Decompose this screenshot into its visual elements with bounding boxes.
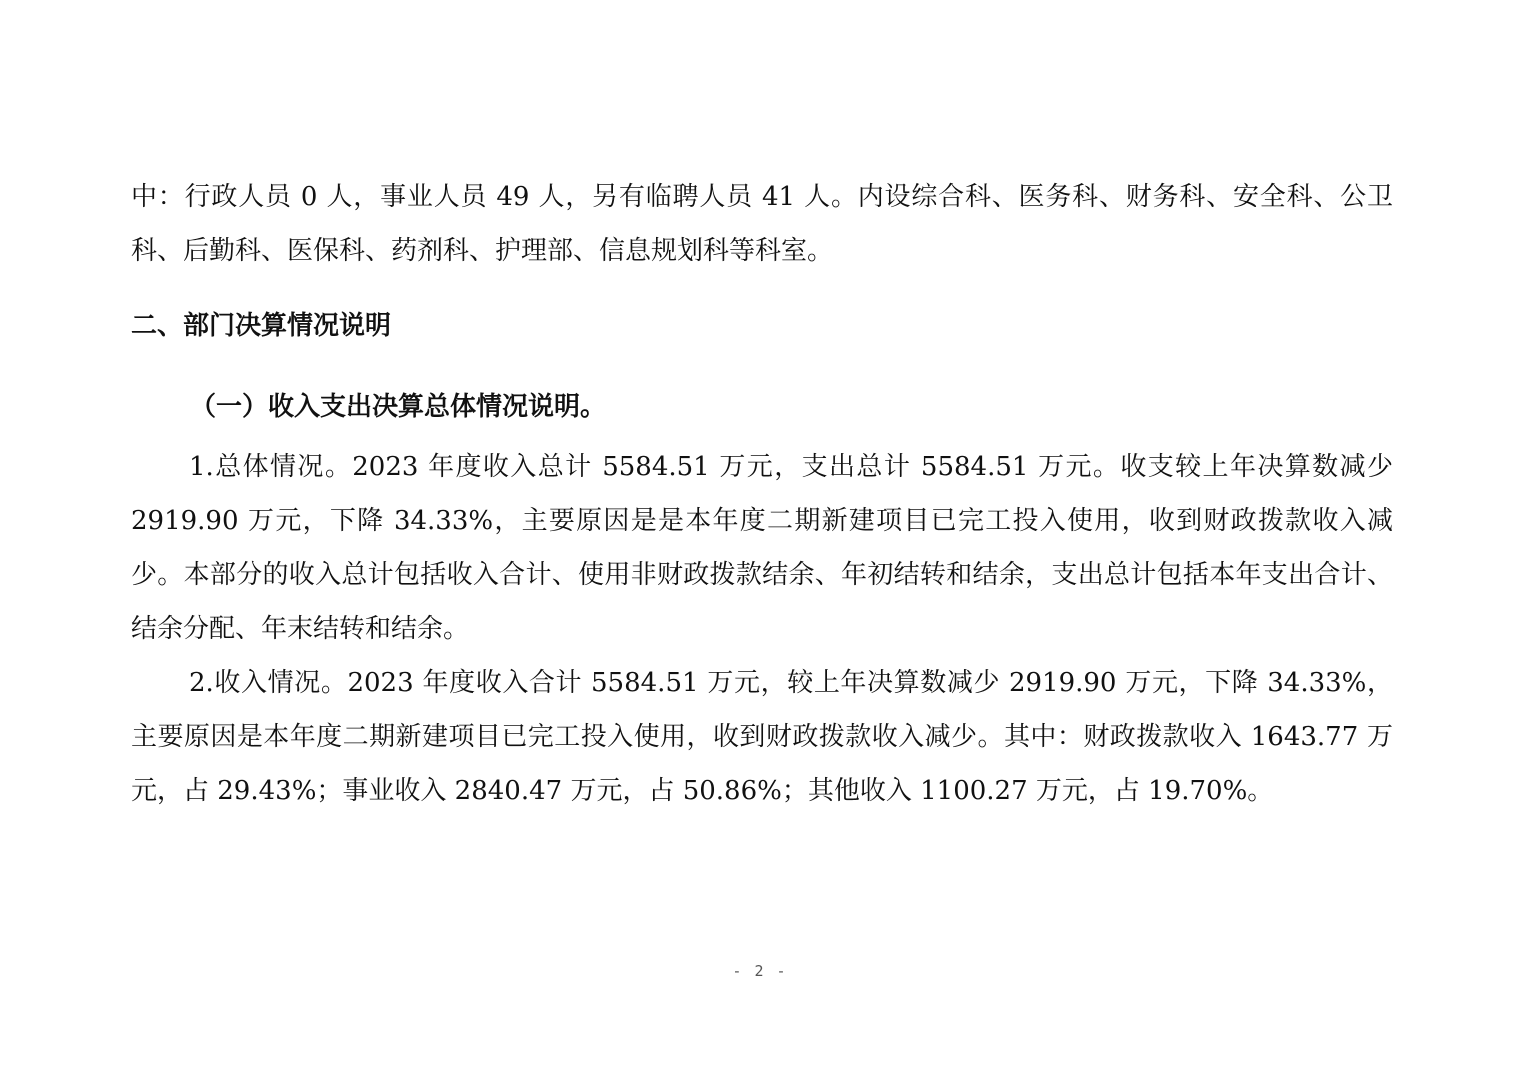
intro-paragraph: 中：行政人员 0 人，事业人员 49 人，另有临聘人员 41 人。内设综合科、医务科、财务科、安全科、公卫科、后勤科、医保科、药剂科、护理部、信息规划科等科室。 (131, 182, 1393, 266)
subsection-heading: （一）收入支出决算总体情况说明。 (190, 392, 607, 422)
income-situation-paragraph: 2.收入情况。2023 年度收入合计 5584.51 万元，较上年决算数减少 2919.90 万元，下降 34.33%，主要原因是本年度二期新建项目已完工投入使用，收到财政拨款收入减少。其中：财政拨款收入 1643.77 万元，占 29.43%；事业收入 2840.47 万元，占 50.86%；其他收入 1100.27 万元，占 19.70%。 (131, 668, 1393, 806)
section-heading: 二、部门决算情况说明 (131, 311, 392, 341)
overall-situation-paragraph: 1.总体情况。2023 年度收入总计 5584.51 万元，支出总计 5584.51 万元。收支较上年决算数减少 2919.90 万元，下降 34.33%，主要原因是是本年度二期新建项目已完工投入使用，收到财政拨款收入减少。本部分的收入总计包括收入合计、使用非财政拨款结余、年初结转和结余，支出总计包括本年支出合计、结余分配、年末结转和结余。 (131, 452, 1393, 644)
page-number: - 2 - (732, 962, 788, 980)
